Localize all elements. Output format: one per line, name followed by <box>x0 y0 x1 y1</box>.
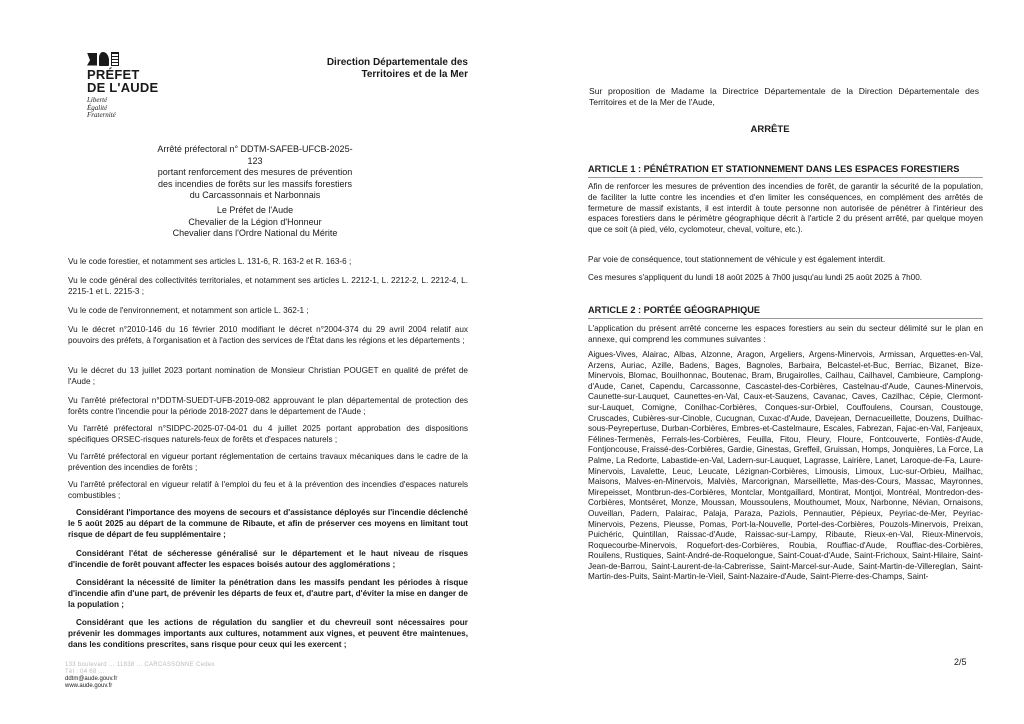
visa-paragraph: Vu l'arrêté préfectoral n°DDTM-SUEDT-UFB-2019-082 approuvant le plan départemental de protection des forêts contre l'incendie pour la période 2018-2027 dans le département de l'Aude ; <box>68 396 468 416</box>
article1-paragraph: Afin de renforcer les mesures de prévention des incendies de forêt, de garantir la sécurité de la population, de faciliter la lutte contre les incendies et d'en limiter les conséquences, en complément des arrêtés de fermeture de massif existants, il est interdit à toute personne non autorisée de pénétrer à l'intérieur des espaces forestiers dans le périmètre géographique décrit à l'article 2 du présent arrêté, par quelque moyen que ce soit (à pied, vélo, cyclomoteur, cheval, voiture, etc.). <box>588 182 983 235</box>
considerant-paragraph: Considérant l'importance des moyens de secours et d'assistance déployés sur l'incendie déclenché le 5 août 2025 au départ de la commune de Ribaute, et afin de préserver ces moyens en limitant tout risque de départ de feu supplémentaire ; <box>68 508 468 539</box>
prefet-titles: Le Préfet de l'Aude Chevalier de la Légion d'Honneur Chevalier dans l'Ordre National du Mérite <box>172 205 338 238</box>
article2-title: ARTICLE 2 : PORTÉE GÉOGRAPHIQUE <box>588 305 761 315</box>
article2-intro: L'application du présent arrêté concerne les espaces forestiers au sein du secteur délimité sur le plan en annexe, qui comprend les communes suivantes : <box>588 324 983 344</box>
arrete-title: Arrêté préfectoral n° DDTM-SAFEB-UFCB-2025-123 portant renforcement des mesures de prévention des incendies de forêts sur les massifs forestiers du Carcassonnais et Narbonnais <box>157 144 353 200</box>
article1-rule <box>588 177 983 178</box>
visa-paragraph: Vu le décret n°2010-146 du 16 février 2010 modifiant le décret n°2004-374 du 29 avril 2004 relatif aux pouvoirs des préfets, à l'organisation et à l'action des services de l'État dans les régions et les départements ; <box>68 325 468 345</box>
arrete-heading: ARRÊTE <box>750 124 790 135</box>
visa-paragraph: Vu le code de l'environnement, et notamment son article L. 362-1 ; <box>68 306 309 315</box>
article1-paragraph: Par voie de conséquence, tout stationnement de véhicule y est également interdit. <box>588 255 886 264</box>
logo-motto: Liberté Égalité Fraternité <box>87 96 116 119</box>
footer-address: 133 boulevard ... 11838 ... CARCASSONNE Cedex <box>65 662 215 668</box>
prefet-logo <box>87 52 158 120</box>
visa-paragraph: Vu le code forestier, et notamment ses articles L. 131-6, R. 163-2 et R. 163-6 ; <box>68 257 352 266</box>
visa-paragraph: Vu l'arrêté préfectoral en vigueur portant réglementation de certains travaux mécaniques dans le cadre de la prévention des incendies de forêts ; <box>68 452 468 472</box>
right-page <box>512 0 1024 724</box>
considerant-paragraph: Considérant la nécessité de limiter la pénétration dans les massifs pendant les périodes à risque d'incendie afin d'une part, de prévenir les départs de feux et, d'autre part, d'éviter la mise en danger de la population ; <box>68 578 468 609</box>
footer-phone: Tél : 04 68 ... <box>65 669 105 675</box>
footer-email: ddtm@aude.gouv.fr <box>65 676 118 682</box>
considerant-paragraph: Considérant l'état de sécheresse généralisé sur le département et le haut niveau de risques d'incendie de forêt pouvant affecter les espaces boisés autour des agglomérations ; <box>68 549 468 569</box>
communes-list: Aigues-Vives, Alairac, Albas, Alzonne, Aragon, Argeliers, Argens-Minervois, Armissan, Arquettes-en-Val, Arzens, Auriac, Azille, Badens, Bages, Bagnoles, Barbaira, Belcastel-et-Buc, Berriac, Bizanet, Bize-Minervois, Blomac, Bouilhonnac, Boutenac, Bram, Brugairolles, Cailhau, Cailhavel, Cambieure, Camplong-d'Aude, Canet, Capendu, Carcassonne, Cascastel-des-Corbières, Castelnau-d'Aude, Caunes-Minervois, Caunette-sur-Lauquet, Caunettes-en-Val, Caux-et-Sauzens, Cavanac, Caves, Cazilhac, Cépie, Clermont-sur-Lauquet, Comigne, Conilhac-Corbières, Conques-sur-Orbiel, Couffoulens, Coursan, Coustouge, Cruscades, Cubières-sur-Cinoble, Cucugnan, Cuxac-d'Aude, Davejean, Dernacueillette, Douzens, Duilhac-sous-Peyrepertuse, Durban-Corbières, Embres-et-Castelmaure, Escales, Fabrezan, Fajac-en-Val, Fanjeaux, Félines-Termenès, Ferrals-les-Corbières, Feuilla, Fitou, Fleury, Floure, Fontcouverte, Fontiès-d'Aude, Fontjoncouse, Fraissé-des-Corbières, Gardie, Ginestas, Greffeil, Gruissan, Homps, Jonquières, La Force, La Palme, La Redorte, Labastide-en-Val, Ladern-sur-Lauquet, Lagrasse, Lairière, Lanet, Laroque-de-Fa, Laure-Minervois, Lavalette, Leuc, Leucate, Lézignan-Corbières, Limousis, Limoux, Luc-sur-Orbieu, Mailhac, Maisons, Malves-en-Minervois, Malviès, Marcorignan, Marseillette, Mas-des-Cours, Massac, Mayronnes, Mirepeisset, Montbrun-des-Corbières, Montclar, Montgaillard, Montirat, Montjoi, Montréal, Montredon-des-Corbières, Montséret, Monze, Moussan, Moussoulens, Mouthoumet, Moux, Narbonne, Névian, Ornaisons, Ouveillan, Padern, Palairac, Palaja, Paraza, Paziols, Pennautier, Pépieux, Peyriac-de-Mer, Peyriac-Minervois, Pezens, Pieusse, Pomas, Port-la-Nouvelle, Portel-des-Corbières, Pouzols-Minervois, Preixan, Puichéric, Quintillan, Raissac-d'Aude, Raissac-sur-Lampy, Ribaute, Rieux-en-Val, Rieux-Minervois, Roquecourbe-Minervois, Roquefort-des-Corbières, Roubia, Rouffiac-d'Aude, Rouffiac-des-Corbières, Rouilens, Rustiques, Saint-André-de-Roquelongue, Saint-Couat-d'Aude, Saint-Frichoux, Saint-Hilaire, Saint-Jean-de-Barrou, Saint-Laurent-de-la-Cabrerisse, Saint-Marcel-sur-Aude, Saint-Martin-de-Villereglan, Saint-Martin-des-Puits, Saint-Martin-le-Vieil, Saint-Nazaire-d'Aude, Saint-Pierre-des-Champs, Saint- <box>588 350 983 582</box>
visa-paragraph: Vu le décret du 13 juillet 2023 portant nomination de Monsieur Christian POUGET en qualité de préfet de l'Aude ; <box>68 366 468 386</box>
article1-title: ARTICLE 1 : PÉNÉTRATION ET STATIONNEMENT DANS LES ESPACES FORESTIERS <box>588 164 960 174</box>
marianne-emblem-icon <box>87 52 158 66</box>
considerant-paragraph: Considérant que les actions de régulation du sanglier et du chevreuil sont nécessaires pour prévenir les dommages importants aux cultures, notamment aux vignes, et peuvent être maintenues, dans les conditions prescrites, sans risque pour ceux qui les exercent ; <box>68 618 468 649</box>
page-number: 2/5 <box>954 657 967 667</box>
page-footer <box>65 662 215 690</box>
article2-rule <box>588 318 983 319</box>
logo-title: PRÉFET DE L'AUDE <box>87 67 159 95</box>
issuing-direction: Direction Départementale des Territoires et de la Mer <box>326 57 468 80</box>
article1-paragraph: Ces mesures s'appliquent du lundi 18 août 2025 à 7h00 jusqu'au lundi 25 août 2025 à 7h00. <box>588 273 923 282</box>
footer-website: www.aude.gouv.fr <box>65 683 113 689</box>
intro-paragraph: Sur proposition de Madame la Directrice Départementale de la Direction Départementale des Territoires et de la Mer de l'Aude, <box>589 86 979 107</box>
visa-paragraph: Vu le code général des collectivités territoriales, et notamment ses articles L. 2212-1, L. 2212-2, L. 2212-4, L. 2215-1 et L. 2215-3 ; <box>68 276 468 296</box>
visa-paragraph: Vu l'arrêté préfectoral en vigueur relatif à l'emploi du feu et à la prévention des incendies d'espaces naturels combustibles ; <box>68 480 468 500</box>
visa-paragraph: Vu l'arrêté préfectoral n°SIDPC-2025-07-04-01 du 4 juillet 2025 portant approbation des dispositions spécifiques ORSEC-risques naturels-feux de forêts et d'espaces naturels ; <box>68 424 468 444</box>
